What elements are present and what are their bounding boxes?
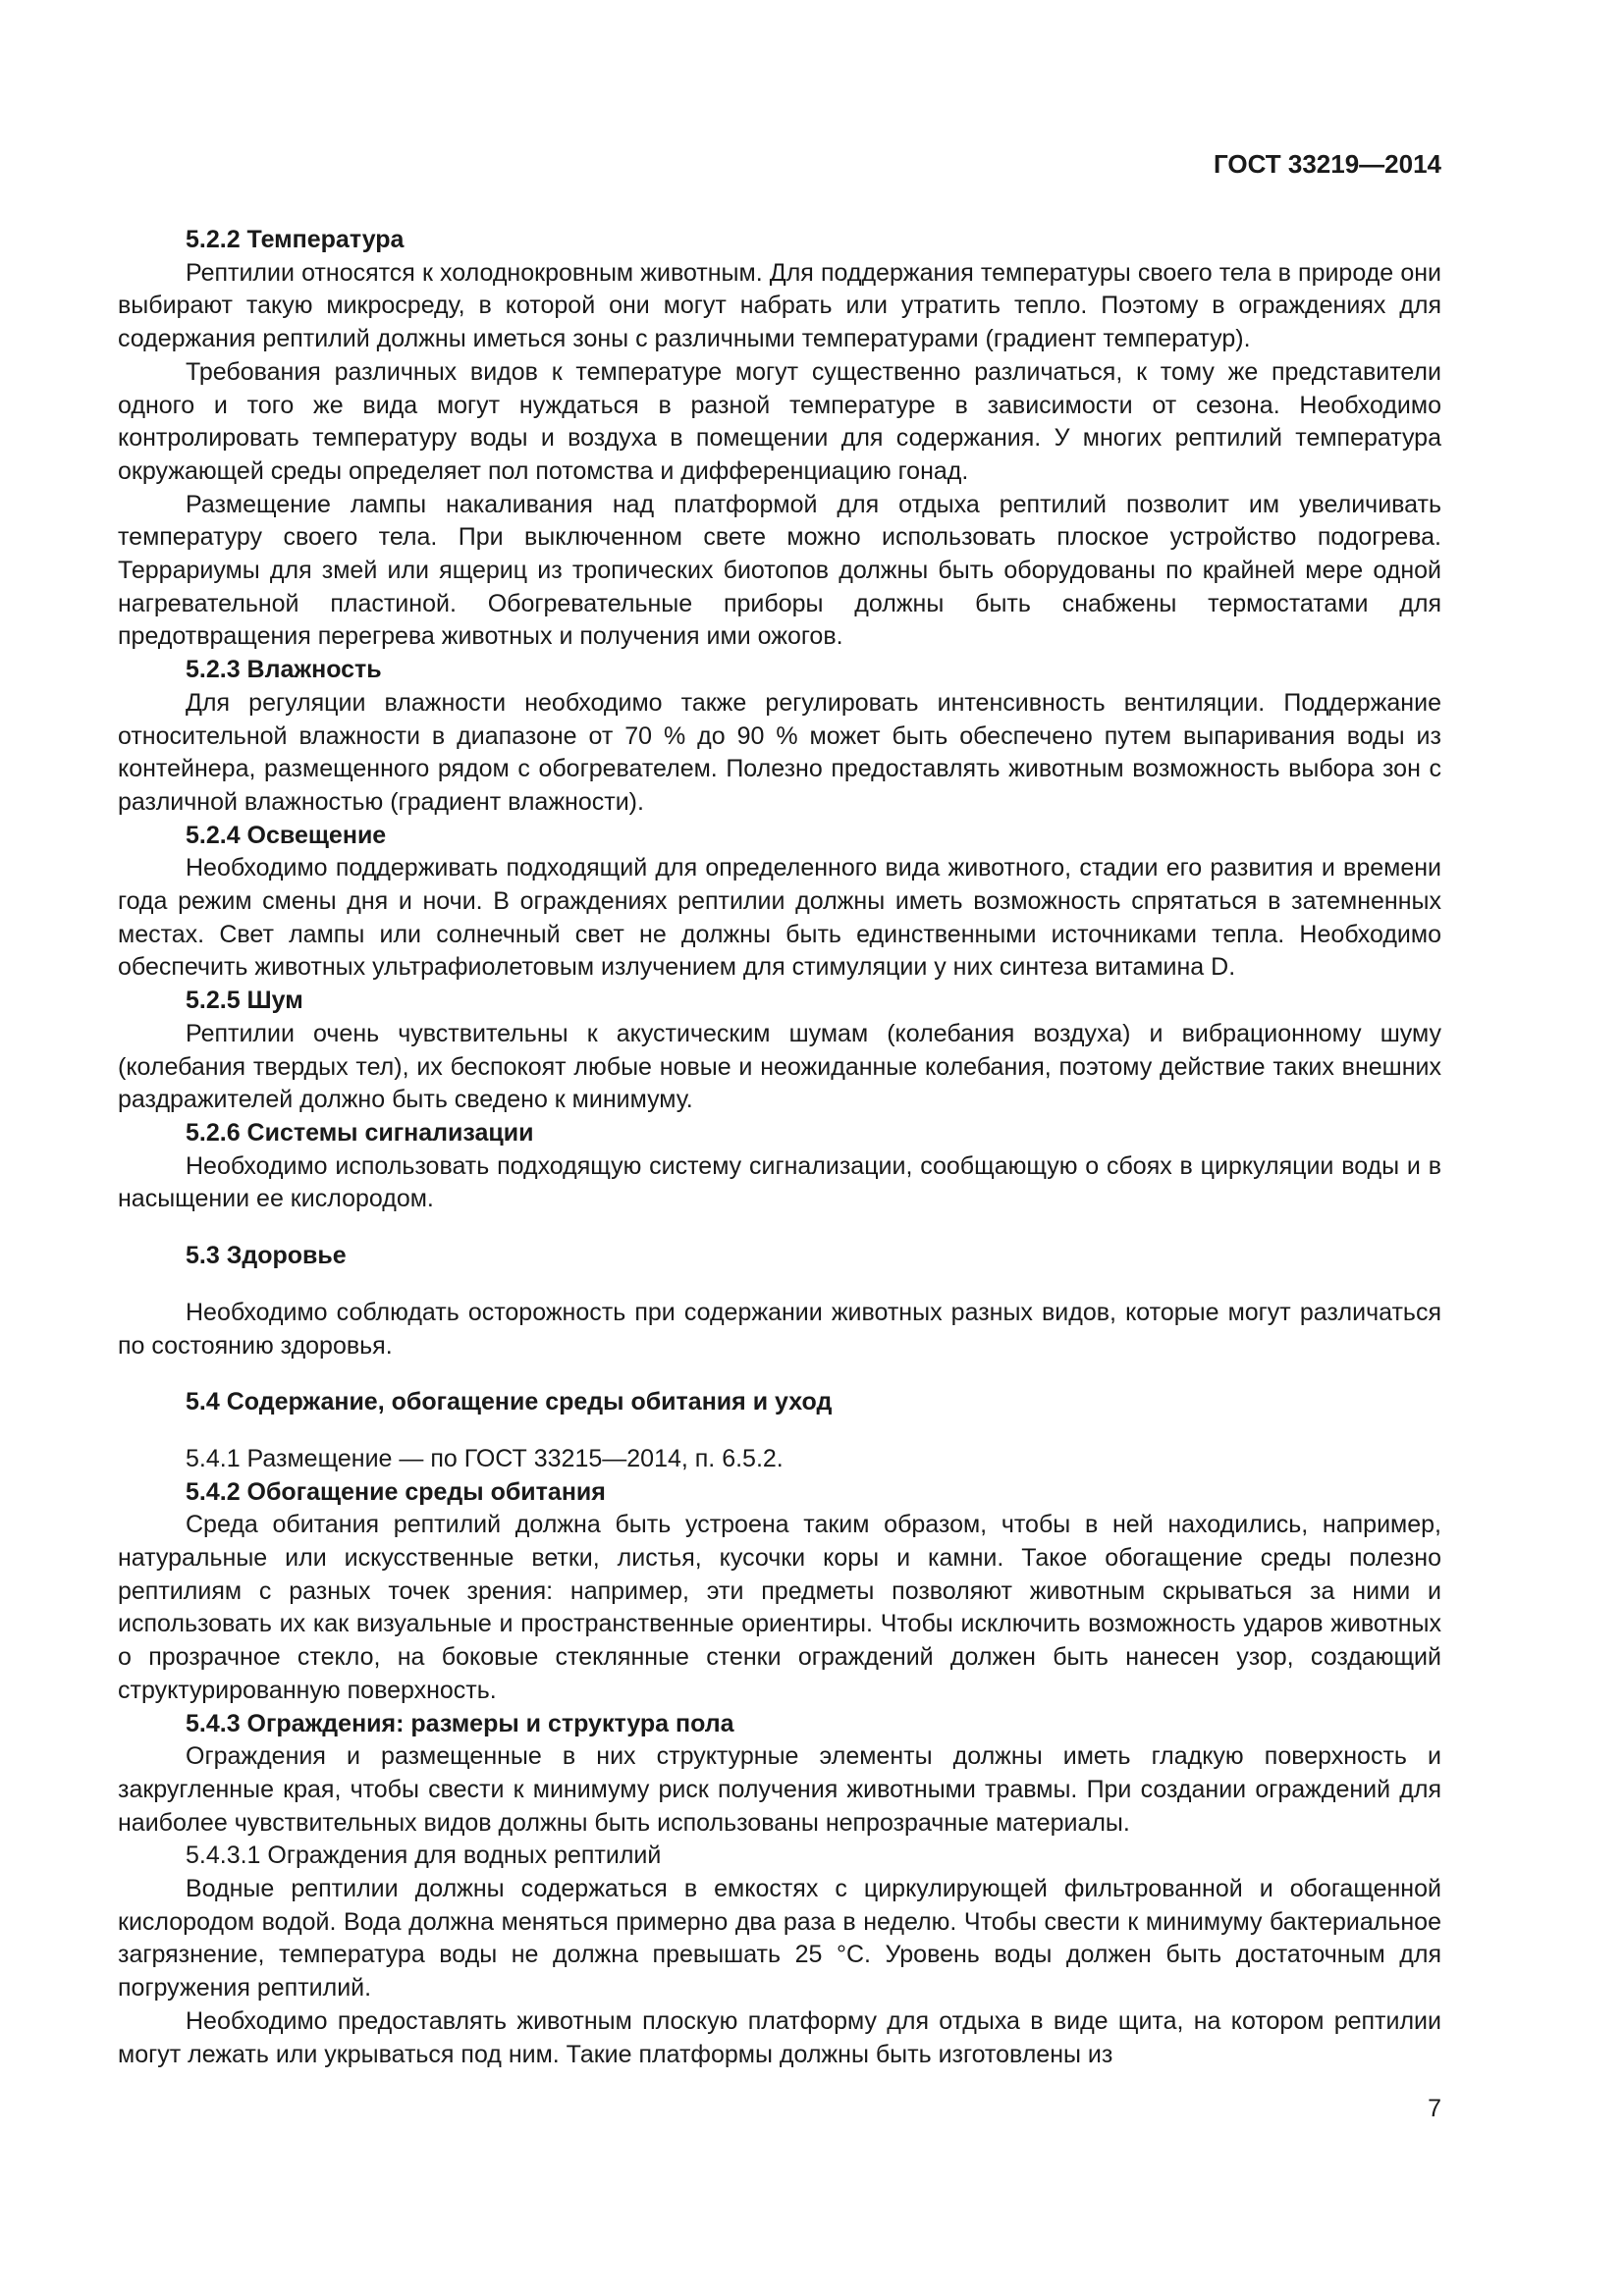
paragraph: Водные рептилии должны содержаться в емкостях с циркулирующей фильтрованной и обогащенной кислородом водой. Вода должна меняться примерно два раза в неделю. Чтобы свести к минимуму бактериальное загрязнение, температура воды не должна превышать 25 °С. Уровень воды должен быть достаточным для погружения рептилий. <box>118 1875 1441 2002</box>
section-heading: 5.2.4 Освещение <box>186 821 387 849</box>
paragraph: 5.4.1 Размещение — по ГОСТ 33215—2014, п. 6.5.2. <box>186 1444 784 1472</box>
paragraph: Размещение лампы накаливания над платформой для отдыха рептилий позволит им увеличивать температуру своего тела. При выключенном свете можно использовать плоское устройство подогрева. Террариумы для змей или ящериц из тропических биотопов должны быть оборудованы по крайней мере одной нагревательной пластиной. Обогревательные приборы должны быть снабжены термостатами для предотвращения перегрева животных и получения ими ожогов. <box>118 490 1441 651</box>
section-heading: 5.2.6 Системы сигнализации <box>186 1118 534 1147</box>
page-number: 7 <box>1428 2095 1441 2122</box>
subsection-title: 5.4.3.1 Ограждения для водных рептилий <box>186 1842 662 1870</box>
paragraph: Необходимо поддерживать подходящий для определенного вида животного, стадии его развития и времени года режим смены дня и ночи. В ограждениях рептилии должны иметь возможность спрятаться в затемненных местах. Свет лампы или солнечный свет не должны быть единственными источниками тепла. Необходимо обеспечить животных ультрафиолетовым излучением для стимуляции у них синтеза витамина D. <box>118 854 1441 982</box>
section-heading: 5.2.3 Влажность <box>186 656 382 684</box>
paragraph: Требования различных видов к температуре могут существенно различаться, к тому же представители одного и того же вида могут нуждаться в разной температуре в зависимости от сезона. Необходимо контролировать температуру воды и воздуха в помещении для содержания. У многих рептилий температура окружающей среды определяет пол потомства и дифференциацию гонад. <box>118 357 1441 485</box>
section-heading: 5.4.2 Обогащение среды обитания <box>186 1477 606 1506</box>
doc-number-header: ГОСТ 33219—2014 <box>1214 149 1441 179</box>
section-heading-major: 5.3 Здоровье <box>186 1242 347 1270</box>
paragraph: Среда обитания рептилий должна быть устроена таким образом, чтобы в ней находились, например, натуральные или искусственные ветки, листья, кусочки коры и камни. Такое обогащение среды полезно рептилиям с разных точек зрения: например, эти предметы позволяют животным скрываться за ними и использовать их как визуальные и пространственные ориентиры. Чтобы исключить возможность ударов животных о прозрачное стекло, на боковые стеклянные стенки ограждений должен быть нанесен узор, создающий структурированную поверхность. <box>118 1511 1441 1704</box>
section-heading: 5.2.2 Температура <box>186 226 405 253</box>
paragraph: Для регуляции влажности необходимо также регулировать интенсивность вентиляции. Поддержание относительной влажности в диапазоне от 70 % до 90 % может быть обеспечено путем выпаривания воды из контейнера, размещенного рядом с обогревателем. Полезно предоставлять животным возможность выбора зон с различной влажностью (градиент влажности). <box>118 688 1441 816</box>
paragraph: Рептилии относятся к холоднокровным животным. Для поддержания температуры своего тела в природе они выбирают такую микросреду, в которой они могут набрать или утратить тепло. Поэтому в ограждениях для содержания рептилий должны иметься зоны с различными температурами (градиент температур). <box>118 258 1441 353</box>
paragraph: Ограждения и размещенные в них структурные элементы должны иметь гладкую поверхность и закругленные края, чтобы свести к минимуму риск получения животными травмы. При создании ограждений для наиболее чувствительных видов должны быть использованы непрозрачные материалы. <box>118 1742 1441 1837</box>
document-body <box>118 224 1441 2071</box>
paragraph: Необходимо использовать подходящую систему сигнализации, сообщающую о сбоях в циркуляции воды и в насыщении ее кислородом. <box>118 1151 1441 1213</box>
paragraph: Рептилии очень чувствительны к акустическим шумам (колебания воздуха) и вибрационному шуму (колебания твердых тел), их беспокоят любые новые и неожиданные колебания, поэтому действие таких внешних раздражителей должно быть сведено к минимуму. <box>118 1019 1441 1114</box>
section-heading-major: 5.4 Содержание, обогащение среды обитания и уход <box>186 1388 833 1416</box>
paragraph: Необходимо предоставлять животным плоскую платформу для отдыха в виде щита, на котором рептилии могут лежать или укрываться под ним. Такие платформы должны быть изготовлены из <box>118 2006 1441 2068</box>
paragraph: Необходимо соблюдать осторожность при содержании животных разных видов, которые могут различаться по состоянию здоровья. <box>118 1298 1441 1360</box>
section-heading: 5.4.3 Ограждения: размеры и структура пола <box>186 1709 734 1737</box>
section-heading: 5.2.5 Шум <box>186 987 303 1015</box>
